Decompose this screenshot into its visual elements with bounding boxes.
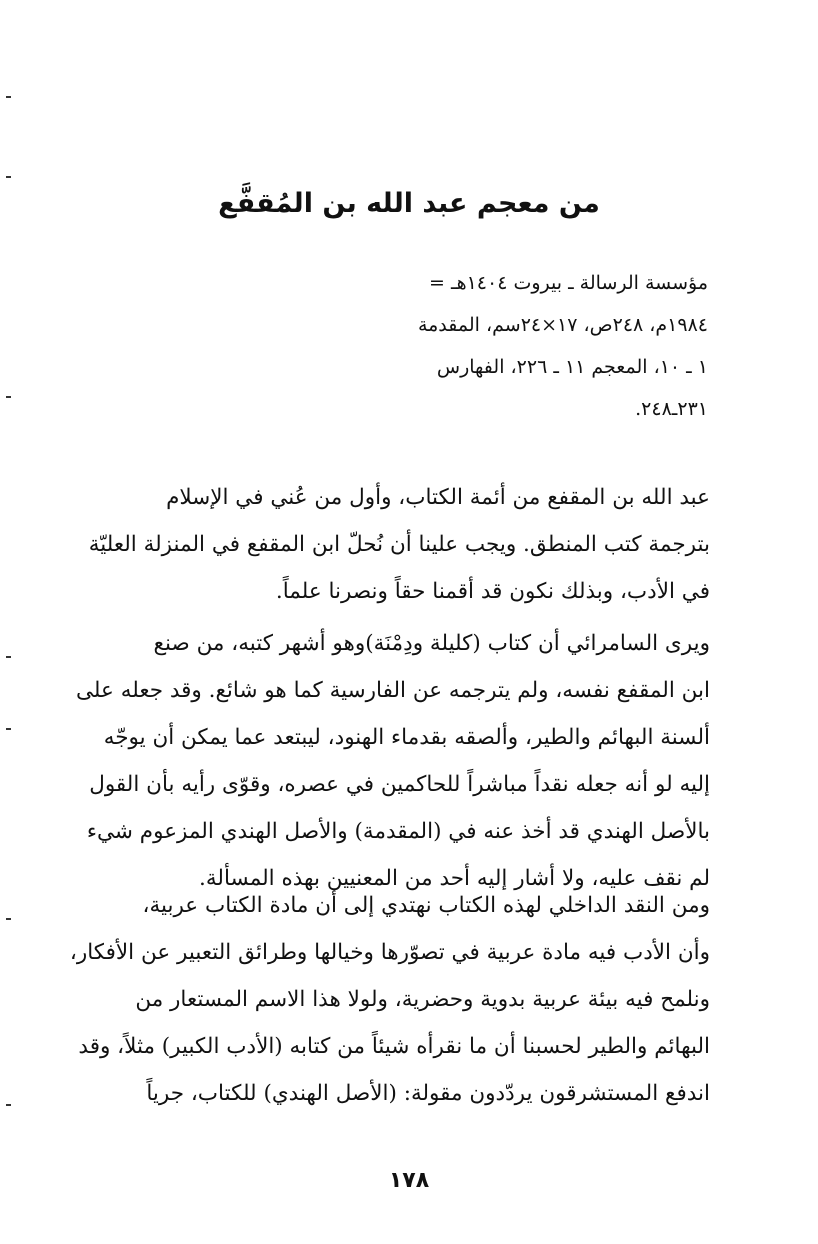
margin-mark: [6, 918, 11, 920]
text-line: في الأدب، وبذلك نكون قد أقمنا حقاً ونصرنا علماً.: [275, 579, 710, 604]
text-line: لم نقف عليه، ولا أشار إليه أحد من المعنيين بهذه المسألة.: [199, 866, 710, 891]
paragraph-intro: [88, 474, 710, 615]
bibliography-line: مؤسسة الرسالة ـ بيروت ١٤٠٤هـ =: [429, 272, 708, 294]
margin-mark: [6, 728, 11, 730]
paragraph-internal-criticism: [69, 882, 710, 1117]
text-line: ونلمح فيه بيئة عربية بدوية وحضرية، ولولا هذا الاسم المستعار من: [135, 987, 710, 1012]
bibliography-line: ١ ـ ١٠، المعجم ١١ ـ ٢٢٦، الفهارس: [436, 356, 708, 378]
bibliography-line: ٢٣١ـ٢٤٨.: [635, 398, 708, 420]
page-title: من معجم عبد الله بن المُقفَّع: [218, 188, 600, 219]
page-number: ١٧٨: [388, 1168, 430, 1193]
margin-mark: [6, 656, 11, 658]
text-line: ويرى السامرائي أن كتاب (كليلة ودِمْنَة)وهو أشهر كتبه، من صنع: [153, 631, 710, 656]
margin-mark: [6, 396, 11, 398]
text-line: ألسنة البهائم والطير، وألصقه بقدماء الهنود، ليبتعد عما يمكن أن يوجّه: [103, 725, 710, 750]
text-line: بترجمة كتب المنطق. ويجب علينا أن نُحلّ ابن المقفع في المنزلة العليّة: [88, 532, 710, 557]
bibliography-line: ١٩٨٤م، ٢٤٨ص، ١٧×٢٤سم، المقدمة: [417, 314, 708, 336]
text-line: وأن الأدب فيه مادة عربية في تصوّرها وخيالها وطرائق التعبير عن الأفكار،: [69, 940, 710, 965]
margin-mark: [6, 96, 11, 98]
text-line: إليه لو أنه جعله نقداً مباشراً للحاكمين في عصره، وقوّى رأيه بأن القول: [89, 772, 710, 797]
paragraph-samarrai: [76, 620, 710, 902]
margin-mark: [6, 1104, 11, 1106]
bibliography-block: [348, 262, 708, 430]
text-line: البهائم والطير لحسبنا أن ما نقرأه شيئاً من كتابه (الأدب الكبير) مثلاً، وقد: [78, 1034, 710, 1059]
text-line: بالأصل الهندي قد أخذ عنه في (المقدمة) والأصل الهندي المزعوم شيء: [86, 819, 710, 844]
text-line: اندفع المستشرقون يردّدون مقولة: (الأصل الهندي) للكتاب، جرياً: [146, 1081, 710, 1106]
text-line: ومن النقد الداخلي لهذه الكتاب نهتدي إلى أن مادة الكتاب عربية،: [142, 893, 710, 918]
text-line: ابن المقفع نفسه، ولم يترجمه عن الفارسية كما هو شائع. وقد جعله على: [76, 678, 710, 703]
text-line: عبد الله بن المقفع من أئمة الكتاب، وأول من عُني في الإسلام: [166, 485, 710, 510]
margin-mark: [6, 176, 11, 178]
